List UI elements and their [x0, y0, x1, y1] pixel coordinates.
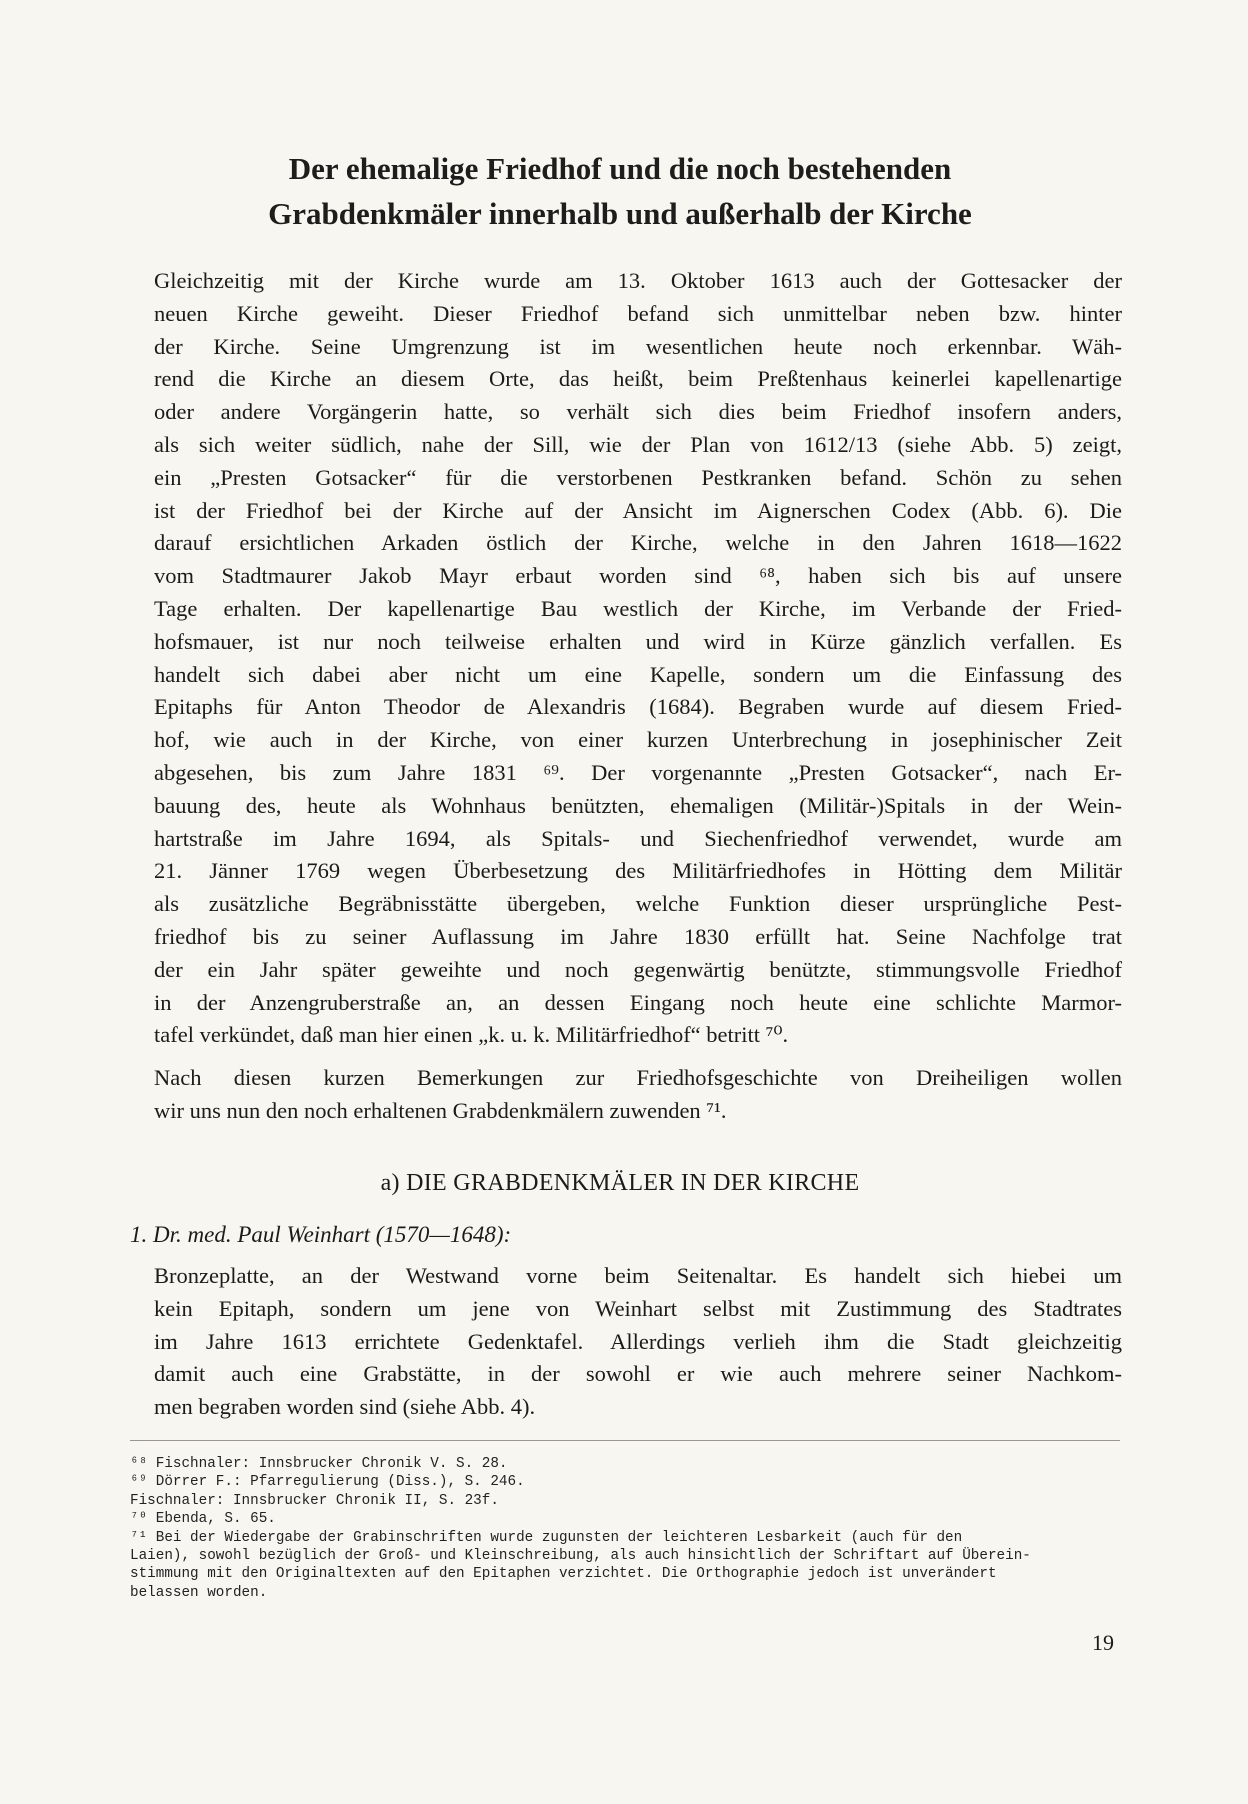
page-title	[150, 146, 1090, 236]
footnote-69: ⁶⁹ Dörrer F.: Pfarregulierung (Diss.), S. 246.	[130, 1474, 525, 1491]
footnote-71-cont: Laien), sowohl bezüglich der Groß- und Kleinschreibung, als auch hinsichtlich der Schriftart auf Überein-	[130, 1548, 1031, 1565]
text-line: friedhof bis zu seiner Auflassung im Jahre 1830 erfüllt hat. Seine Nachfolge trat	[154, 923, 1122, 949]
text-line: hartstraße im Jahre 1694, als Spitals- und Siechenfriedhof verwendet, wurde am	[154, 825, 1122, 851]
text-line: handelt sich dabei aber nicht um eine Kapelle, sondern um die Einfassung des	[154, 661, 1122, 687]
footnote-68: ⁶⁸ Fischnaler: Innsbrucker Chronik V. S. 28.	[130, 1456, 508, 1472]
text-line: tafel verkündet, daß man hier einen „k. u. k. Militärfriedhof“ betritt ⁷⁰.	[154, 1022, 789, 1048]
text-line: im Jahre 1613 errichtete Gedenktafel. Allerdings verlieh ihm die Stadt gleichzeitig	[154, 1328, 1122, 1354]
text-line: damit auch eine Grabstätte, in der sowohl er wie auch mehrere seiner Nachkom-	[154, 1361, 1122, 1387]
text-line: als zusätzliche Begräbnisstätte übergeben, welche Funktion dieser ursprüngliche Pest-	[154, 891, 1122, 917]
text-line: darauf ersichtlichen Arkaden östlich der Kirche, welche in den Jahren 1618—1622	[154, 530, 1122, 556]
text-line: hof, wie auch in der Kirche, von einer kurzen Unterbrechung in josephinischer Zeit	[154, 727, 1122, 753]
text-line: rend die Kirche an diesem Orte, das heißt, beim Preßtenhaus keinerlei kapellenartige	[154, 366, 1122, 392]
text-line: der Kirche. Seine Umgrenzung ist im wesentlichen heute noch erkennbar. Wäh-	[154, 333, 1122, 359]
text-line: 21. Jänner 1769 wegen Überbesetzung des Militärfriedhofes in Hötting dem Militär	[154, 858, 1122, 884]
text-line: ein „Presten Gotsacker“ für die verstorbenen Pestkranken befand. Schön zu sehen	[154, 464, 1122, 490]
text-line: abgesehen, bis zum Jahre 1831 ⁶⁹. Der vorgenannte „Presten Gotsacker“, nach Er-	[154, 759, 1122, 785]
footnote-70: ⁷⁰ Ebenda, S. 65.	[130, 1511, 276, 1528]
text-line: bauung des, heute als Wohnhaus benützten, ehemaligen (Militär-)Spitals in der Wein-	[154, 792, 1122, 818]
text-line: Tage erhalten. Der kapellenartige Bau westlich der Kirche, im Verbande der Fried-	[154, 595, 1122, 621]
text-line: als sich weiter südlich, nahe der Sill, wie der Plan von 1612/13 (siehe Abb. 5) zeigt,	[154, 431, 1122, 457]
paragraph-weinhart	[154, 1260, 1122, 1424]
text-line: vom Stadtmaurer Jakob Mayr erbaut worden sind ⁶⁸, haben sich bis auf unsere	[154, 563, 1122, 589]
footnotes	[130, 1455, 1125, 1602]
text-line: kein Epitaph, sondern um jene von Weinhart selbst mit Zustimmung des Stadtrates	[154, 1295, 1122, 1321]
page-number: 19	[1092, 1630, 1114, 1655]
text-line: Nach diesen kurzen Bemerkungen zur Friedhofsgeschichte von Dreiheiligen wollen	[154, 1065, 1122, 1090]
text-line: in der Anzengruberstraße an, an dessen Eingang noch heute eine schlichte Marmor-	[154, 989, 1122, 1015]
text-line: der ein Jahr später geweihte und noch gegenwärtig benützte, stimmungsvolle Friedhof	[154, 956, 1122, 982]
title-line-2: Grabdenkmäler innerhalb und außerhalb der Kirche	[268, 196, 972, 231]
text-line: ist der Friedhof bei der Kirche auf der Ansicht im Aignerschen Codex (Abb. 6). Die	[154, 497, 1122, 523]
text-line: neuen Kirche geweiht. Dieser Friedhof befand sich unmittelbar neben bzw. hinter	[154, 300, 1122, 326]
entry-heading: 1. Dr. med. Paul Weinhart (1570—1648):	[130, 1222, 512, 1247]
paragraph-cemetery-history	[154, 265, 1122, 1052]
footnote-69-cont: Fischnaler: Innsbrucker Chronik II, S. 23f.	[130, 1492, 499, 1509]
text-line: wir uns nun den noch erhaltenen Grabdenkmälern zuwenden ⁷¹.	[154, 1097, 727, 1123]
text-line: men begraben worden sind (siehe Abb. 4).	[154, 1394, 536, 1420]
text-line: Gleichzeitig mit der Kirche wurde am 13. Oktober 1613 auch der Gottesacker der	[154, 268, 1122, 293]
footnote-divider	[130, 1440, 1120, 1441]
text-line: hofsmauer, ist nur noch teilweise erhalten und wird in Kürze gänzlich verfallen. Es	[154, 628, 1122, 654]
section-heading: a) DIE GRABDENKMÄLER IN DER KIRCHE	[380, 1170, 860, 1196]
text-line: Epitaphs für Anton Theodor de Alexandris (1684). Begraben wurde auf diesem Fried-	[154, 694, 1122, 720]
paragraph-transition	[154, 1062, 1122, 1128]
title-line-1: Der ehemalige Friedhof und die noch bestehenden	[288, 151, 952, 186]
text-line: Bronzeplatte, an der Westwand vorne beim Seitenaltar. Es handelt sich hiebei um	[154, 1263, 1122, 1288]
footnote-71-cont: belassen worden.	[130, 1584, 268, 1601]
text-line: oder andere Vorgängerin hatte, so verhält sich dies beim Friedhof insofern anders,	[154, 399, 1122, 425]
footnote-71: ⁷¹ Bei der Wiedergabe der Grabinschriften wurde zugunsten der leichteren Lesbarkeit (auch für den	[130, 1529, 963, 1546]
footnote-71-cont: stimmung mit den Originaltexten auf den Epitaphen verzichtet. Die Orthographie jedoch ist unverändert	[130, 1566, 997, 1583]
